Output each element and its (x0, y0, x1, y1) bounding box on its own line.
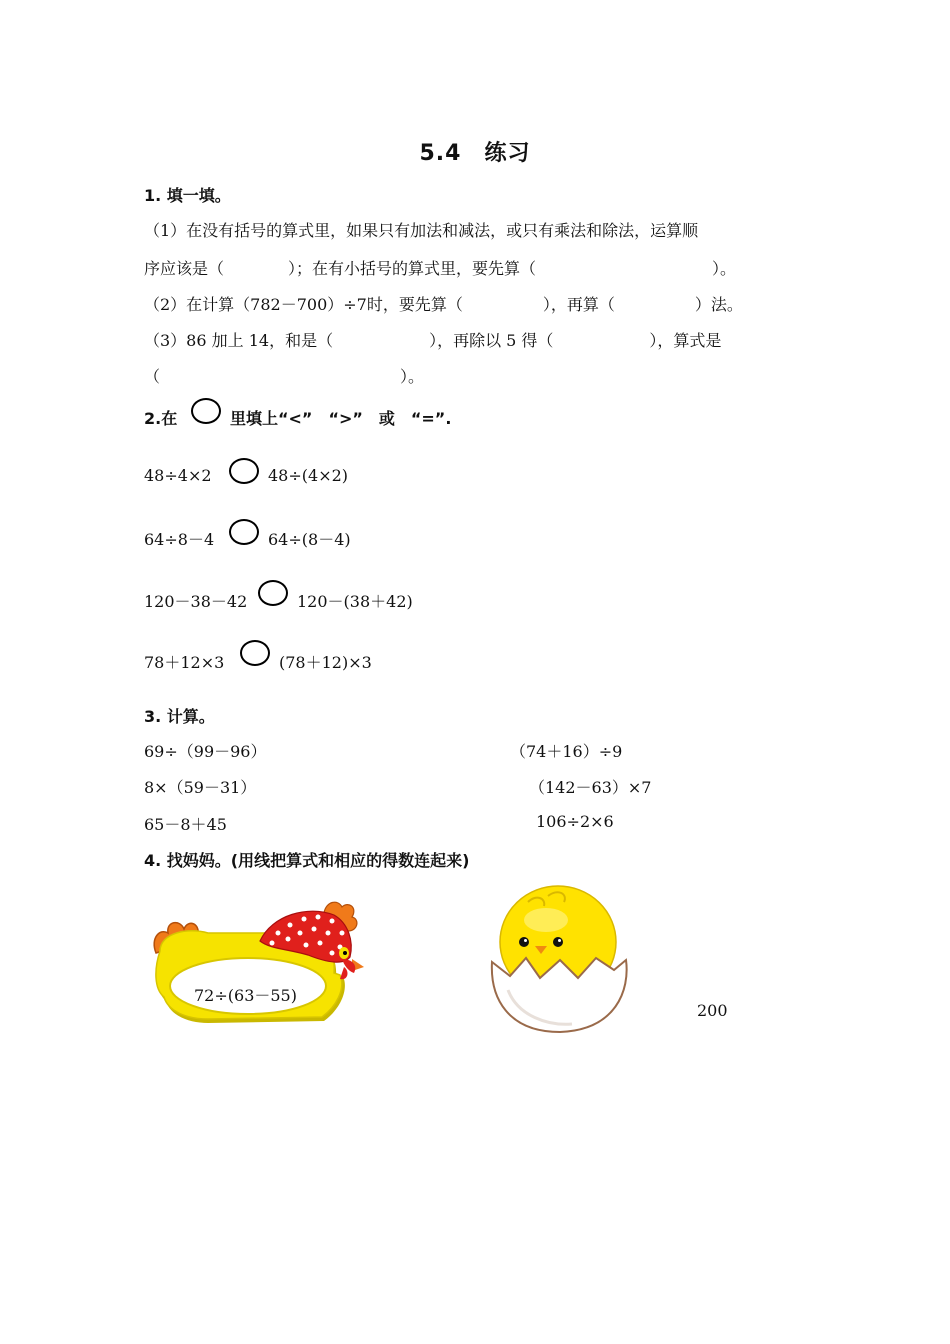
q2-heading-end: 里填上“<” “>” 或 “=”. (230, 409, 452, 428)
calc-item: （74＋16）÷9 (510, 742, 623, 761)
compare-left: 64÷8－4 (144, 530, 215, 549)
compare-right: 64÷(8－4) (268, 530, 351, 549)
hen-illustration-icon (148, 893, 368, 1033)
calc-item: （142－63）×7 (529, 778, 652, 797)
compare-left: 78＋12×3 (144, 653, 225, 672)
q1-line-4: （3）86 加上 14，和是（ ），再除以 5 得（ ），算式是 (144, 331, 722, 350)
q1-heading: 1. 填一填。 (144, 186, 231, 205)
q1-line-2: 序应该是（ ）；在有小括号的算式里，要先算（ ）。 (144, 259, 737, 278)
q4-heading: 4. 找妈妈。(用线把算式和相应的得数连起来) (144, 851, 470, 870)
q2-heading-start: 2.在 (144, 409, 178, 428)
compare-right: 48÷(4×2) (268, 466, 349, 485)
answer-value: 200 (697, 1001, 728, 1020)
compare-circle[interactable] (240, 640, 270, 666)
compare-circle[interactable] (229, 458, 259, 484)
hen-expression: 72÷(63－55) (194, 986, 297, 1005)
compare-left: 120－38－42 (144, 592, 248, 611)
compare-circle[interactable] (258, 580, 288, 606)
q1-line-5: （ ）。 (144, 367, 425, 386)
calc-item: 8×（59－31） (144, 778, 257, 797)
page-title: 5.4 练习 (419, 141, 531, 166)
calc-item: 65－8＋45 (144, 815, 227, 834)
calc-item: 69÷（99－96） (144, 742, 267, 761)
q1-line-3: （2）在计算（782－700）÷7时，要先算（ ），再算（ ）法。 (144, 295, 743, 314)
q1-line-1: （1）在没有括号的算式里，如果只有加法和减法，或只有乘法和除法，运算顺 (144, 221, 699, 240)
compare-left: 48÷4×2 (144, 466, 212, 485)
q3-heading: 3. 计算。 (144, 707, 215, 726)
compare-circle[interactable] (229, 519, 259, 545)
compare-right: 120－(38＋42) (297, 592, 413, 611)
calc-item: 106÷2×6 (536, 812, 614, 831)
compare-right: (78＋12)×3 (279, 653, 372, 672)
answer-circle-icon (191, 398, 221, 424)
chick-in-egg-icon (488, 880, 638, 1035)
